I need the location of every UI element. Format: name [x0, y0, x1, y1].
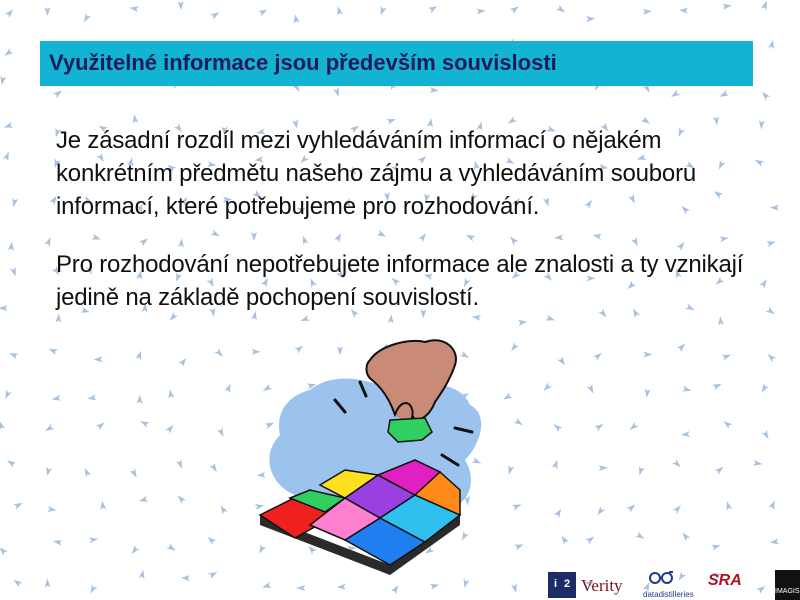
- pattern-arrow: [593, 351, 604, 361]
- pattern-arrow: [296, 585, 305, 591]
- pattern-arrow: [682, 386, 692, 394]
- pattern-arrow: [391, 583, 401, 594]
- pattern-arrow: [47, 346, 58, 355]
- pattern-arrow: [139, 569, 147, 579]
- pattern-arrow: [711, 543, 721, 551]
- pattern-arrow: [556, 5, 567, 15]
- pattern-arrow: [766, 352, 777, 363]
- pattern-arrow: [428, 3, 439, 13]
- pattern-arrow: [12, 577, 23, 587]
- title-bar: [40, 41, 753, 86]
- pattern-arrow: [552, 422, 563, 432]
- pattern-arrow: [722, 419, 733, 429]
- pattern-arrow: [587, 384, 596, 395]
- pattern-arrow: [669, 90, 680, 100]
- pattern-arrow: [759, 383, 769, 394]
- pattern-arrow: [88, 584, 98, 595]
- pattern-arrow: [214, 348, 225, 359]
- pattern-arrow: [508, 235, 518, 246]
- sponsor-logos: [545, 570, 800, 600]
- pattern-arrow: [594, 421, 605, 431]
- pattern-arrow: [514, 418, 525, 428]
- pattern-arrow: [3, 122, 13, 130]
- pattern-arrow: [766, 239, 776, 247]
- pattern-arrow: [762, 430, 772, 441]
- pattern-arrow: [722, 352, 733, 361]
- pattern-arrow: [217, 427, 226, 438]
- pattern-arrow: [631, 237, 640, 248]
- pattern-arrow: [768, 499, 777, 510]
- pattern-arrow: [753, 460, 763, 467]
- pattern-arrow: [557, 356, 567, 367]
- pattern-arrow: [165, 423, 175, 434]
- pattern-arrow: [3, 151, 12, 162]
- pattern-arrow: [554, 507, 564, 518]
- pattern-arrow: [209, 463, 219, 474]
- pattern-arrow: [552, 459, 560, 469]
- pattern-arrow: [8, 241, 15, 251]
- imagis-logo: IMAGIS: [775, 570, 800, 600]
- pattern-arrow: [760, 90, 770, 101]
- pattern-arrow: [722, 2, 732, 9]
- pattern-arrow: [206, 535, 217, 545]
- pattern-arrow: [724, 500, 732, 510]
- pattern-arrow: [8, 350, 19, 359]
- pattern-arrow: [44, 236, 53, 247]
- pattern-arrow: [251, 232, 257, 241]
- pattern-arrow: [2, 390, 11, 401]
- pattern-arrow: [138, 496, 148, 504]
- pattern-arrow: [81, 13, 91, 24]
- pattern-arrow: [176, 493, 186, 504]
- pattern-arrow: [514, 542, 525, 551]
- pattern-arrow: [554, 234, 563, 241]
- pattern-arrow: [592, 232, 602, 240]
- pattern-arrow: [0, 305, 7, 311]
- pattern-arrow: [378, 6, 386, 16]
- pattern-arrow: [10, 267, 18, 277]
- pattern-arrow: [0, 76, 6, 86]
- pattern-arrow: [635, 532, 646, 542]
- pattern-arrow: [3, 48, 14, 58]
- pattern-arrow: [541, 382, 552, 393]
- pattern-arrow: [135, 350, 143, 360]
- pattern-arrow: [511, 584, 519, 594]
- pattern-arrow: [672, 459, 683, 470]
- pattern-arrow: [585, 534, 596, 544]
- pattern-arrow: [476, 8, 486, 15]
- pattern-arrow: [0, 420, 5, 431]
- pattern-arrow: [224, 382, 233, 393]
- pattern-arrow: [681, 431, 690, 438]
- pattern-arrow: [96, 420, 107, 430]
- pattern-arrow: [93, 356, 102, 362]
- pattern-arrow: [718, 90, 729, 99]
- datadistilleries-logo: datadistilleries: [643, 570, 698, 600]
- pattern-arrow: [643, 351, 652, 357]
- pattern-arrow: [47, 506, 57, 513]
- pattern-arrow: [5, 7, 15, 18]
- pattern-arrow: [44, 424, 55, 434]
- pattern-arrow: [512, 502, 523, 511]
- pattern-arrow: [51, 395, 61, 402]
- pattern-arrow: [586, 15, 595, 22]
- verity-logo: Verity: [581, 576, 623, 595]
- pattern-arrow: [769, 538, 779, 545]
- pattern-arrow: [679, 7, 688, 13]
- pattern-arrow: [430, 87, 440, 94]
- pattern-arrow: [82, 467, 91, 478]
- pattern-arrow: [13, 500, 24, 509]
- pattern-arrow: [137, 395, 143, 404]
- pattern-arrow: [627, 502, 638, 512]
- pattern-arrow: [628, 422, 639, 432]
- paragraph-2: Pro rozhodování nepotřebujete informace ale znalosti a ty vznikají jedině na základě pochopení souvislostí.: [56, 251, 744, 311]
- pattern-arrow: [717, 316, 724, 326]
- pattern-arrow: [462, 579, 470, 589]
- pattern-arrow: [712, 381, 723, 390]
- pattern-arrow: [218, 504, 228, 515]
- pattern-arrow: [292, 14, 300, 24]
- pattern-arrow: [599, 465, 608, 471]
- pattern-arrow: [258, 7, 269, 16]
- pattern-arrow: [167, 389, 174, 399]
- pattern-arrow: [129, 545, 139, 556]
- pattern-arrow: [643, 8, 652, 15]
- sra-logo: SRA: [708, 572, 742, 589]
- pattern-arrow: [335, 5, 343, 15]
- pattern-arrow: [719, 235, 729, 242]
- puzzle-clipart: [250, 320, 510, 580]
- pattern-arrow: [595, 506, 605, 517]
- pattern-arrow: [465, 232, 476, 241]
- pattern-arrow: [44, 578, 50, 587]
- pattern-arrow: [261, 582, 271, 591]
- pattern-arrow: [377, 230, 388, 240]
- pattern-arrow: [510, 4, 521, 14]
- pattern-arrow: [545, 315, 555, 323]
- pattern-arrow: [333, 87, 341, 97]
- pattern-arrow: [92, 234, 102, 242]
- pattern-arrow: [768, 39, 776, 49]
- pattern-arrow: [300, 235, 309, 246]
- pattern-arrow: [52, 538, 62, 546]
- pattern-arrow: [178, 1, 184, 10]
- slide-title: Využitelné informace jsou především souvislosti: [49, 50, 557, 75]
- pattern-arrow: [178, 356, 188, 367]
- pattern-arrow: [178, 238, 185, 247]
- pattern-arrow: [559, 534, 569, 545]
- pattern-arrow: [210, 230, 221, 239]
- i2-logo: i 2: [548, 572, 576, 598]
- pattern-arrow: [644, 389, 651, 399]
- pattern-arrow: [87, 394, 97, 401]
- pattern-arrow: [129, 5, 139, 13]
- pattern-arrow: [509, 342, 519, 353]
- pattern-arrow: [0, 545, 8, 556]
- pattern-arrow: [715, 464, 726, 474]
- pattern-arrow: [131, 114, 138, 124]
- pattern-arrow: [430, 582, 440, 590]
- pattern-arrow: [11, 198, 18, 208]
- pattern-arrow: [210, 10, 221, 20]
- pattern-arrow: [176, 459, 185, 470]
- pattern-arrow: [518, 319, 528, 326]
- pattern-arrow: [139, 418, 150, 427]
- pattern-arrow: [761, 0, 769, 10]
- paragraph-1: Je zásadní rozdíl mezi vyhledáváním informací o nějakém konkrétním předmětu našeho zájmu a vyhledáváním souboru informací, které potřebujeme pro rozhodování.: [56, 127, 697, 220]
- pattern-arrow: [418, 232, 428, 243]
- pattern-arrow: [673, 503, 683, 514]
- pattern-arrow: [334, 232, 344, 243]
- pattern-arrow: [139, 236, 150, 246]
- pattern-arrow: [181, 575, 190, 581]
- pattern-arrow: [44, 7, 50, 16]
- pattern-arrow: [5, 458, 16, 468]
- pattern-arrow: [89, 536, 99, 543]
- pattern-arrow: [208, 569, 219, 579]
- pattern-arrow: [680, 531, 690, 542]
- pattern-arrow: [99, 500, 106, 510]
- pattern-arrow: [637, 466, 645, 476]
- pattern-arrow: [44, 467, 52, 477]
- pattern-arrow: [55, 313, 61, 322]
- pattern-arrow: [167, 543, 178, 553]
- pattern-arrow: [677, 341, 688, 352]
- pattern-arrow: [337, 584, 346, 591]
- pattern-arrow: [130, 468, 140, 479]
- pattern-arrow: [53, 88, 64, 98]
